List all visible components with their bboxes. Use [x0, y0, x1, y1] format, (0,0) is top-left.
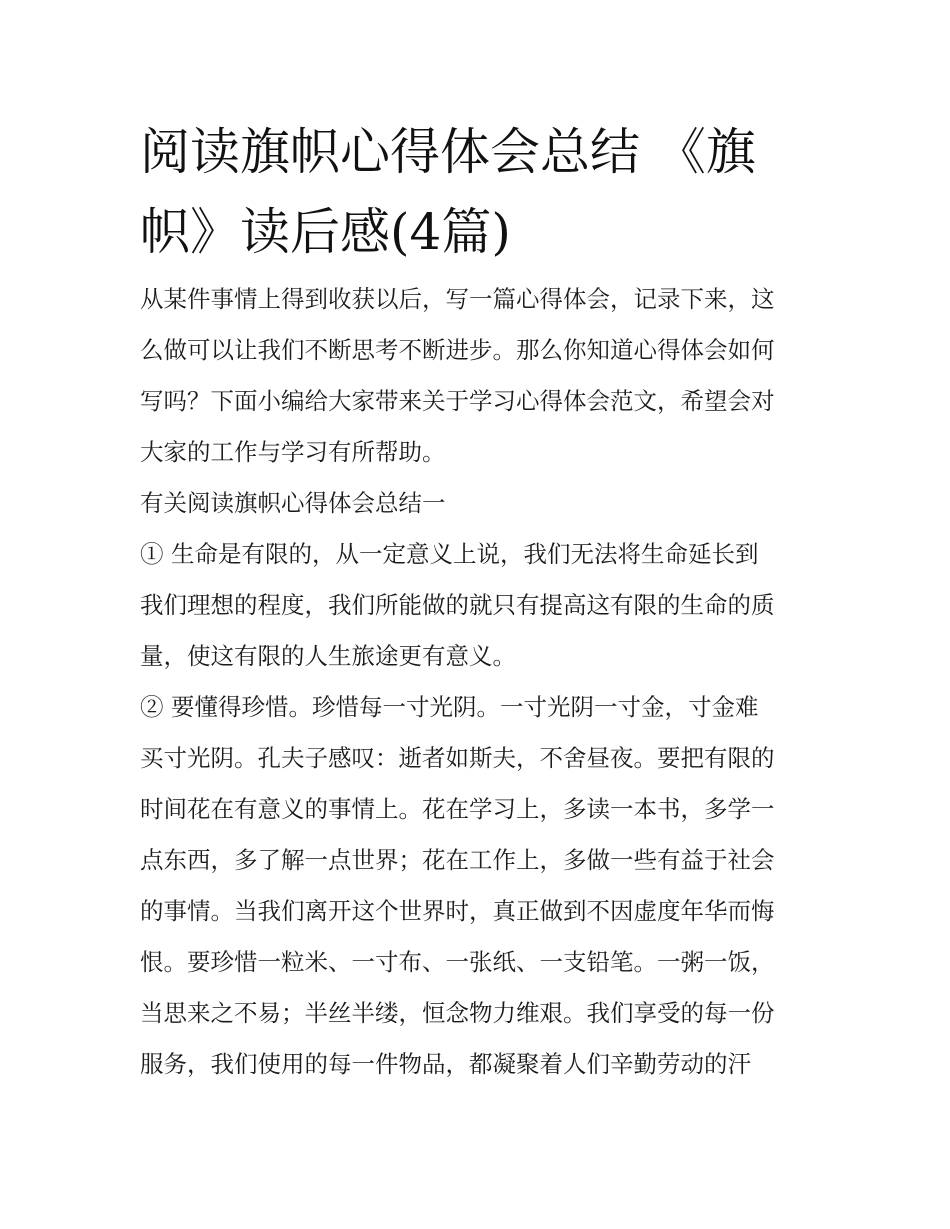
body-line: 点东西，多了解一点世界；花在工作上，多做一些有益于社会	[140, 846, 775, 874]
body-line: 买寸光阴。孔夫子感叹：逝者如斯夫，不舍昼夜。要把有限的	[140, 744, 775, 772]
body-line: 大家的工作与学习有所帮助。	[140, 438, 446, 466]
document-body	[140, 274, 820, 1090]
body-line: 服务，我们使用的每一件物品，都凝聚着人们辛勤劳动的汗	[140, 1050, 751, 1078]
body-line: 恨。要珍惜一粒米、一寸布、一张纸、一支铅笔。一粥一饭，	[140, 948, 775, 976]
body-line: 我们理想的程度，我们所能做的就只有提高这有限的生命的质	[140, 591, 775, 619]
body-line: 从某件事情上得到收获以后，写一篇心得体会，记录下来，这	[140, 285, 775, 313]
body-line: 写吗？下面小编给大家带来关于学习心得体会范文，希望会对	[140, 387, 775, 415]
body-line: ② 要懂得珍惜。珍惜每一寸光阴。一寸光阴一寸金，寸金难	[140, 693, 759, 721]
section-heading: 有关阅读旗帜心得体会总结一	[140, 489, 446, 517]
body-line: 的事情。当我们离开这个世界时，真正做到不因虚度年华而悔	[140, 897, 775, 925]
body-line: 当思来之不易；半丝半缕，恒念物力维艰。我们享受的每一份	[140, 999, 775, 1027]
document-title: 阅读旗帜心得体会总结 《旗帜》读后感(4篇)	[140, 123, 756, 261]
body-line: ① 生命是有限的，从一定意义上说，我们无法将生命延长到	[140, 540, 759, 568]
body-line: 量，使这有限的人生旅途更有意义。	[140, 642, 516, 670]
body-line: 么做可以让我们不断思考不断进步。那么你知道心得体会如何	[140, 336, 775, 364]
body-line: 时间花在有意义的事情上。花在学习上，多读一本书，多学一	[140, 795, 775, 823]
